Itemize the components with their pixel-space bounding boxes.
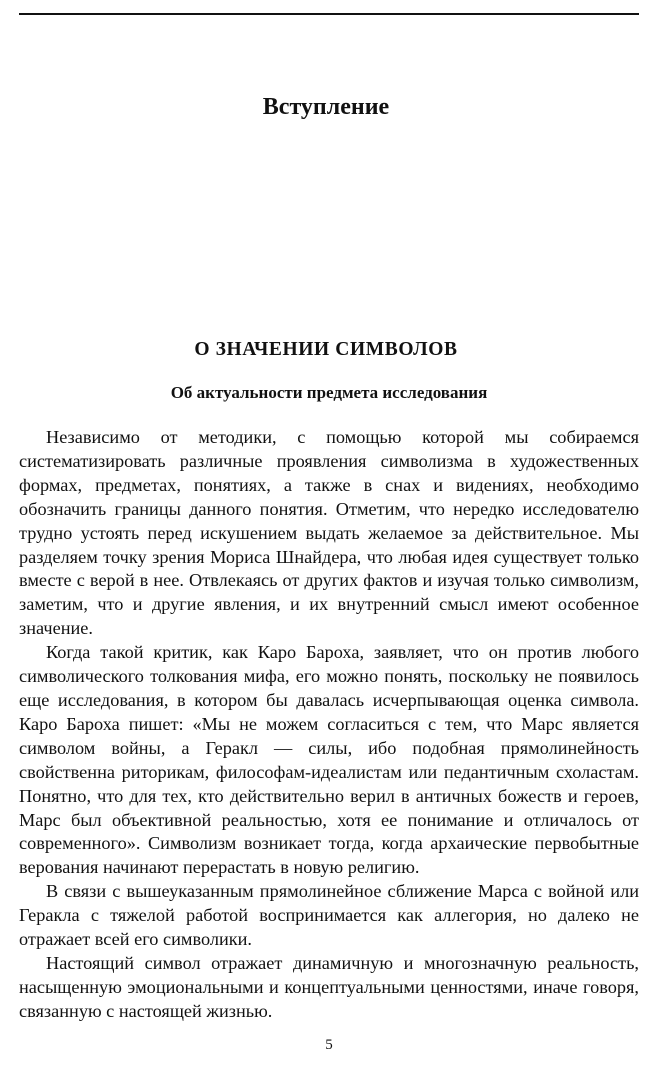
- section-title: О ЗНАЧЕНИИ СИМВОЛОВ: [194, 339, 458, 360]
- top-rule: [19, 13, 639, 15]
- paragraph-1: Независимо от методики, с помощью которой мы собираемся систематизировать различные проявления символизма в художественных формах, предметах, понятиях, а также в снах и видениях, необходимо обозначить границы данного понятия. Отметим, что нередко исследователю трудно устоять перед искушением выдать желаемое за действительное. Мы разделяем точку зрения Мориса Шнайдера, что любая идея существует только вместе с верой в нее. Отвлекаясь от других фактов и изучая только символизм, заметим, что и другие явления, и их внутренний смысл имеют особенное значение.: [19, 427, 639, 639]
- body-text: [19, 426, 639, 1024]
- chapter-title: Вступление: [262, 94, 390, 120]
- paragraph-2: Когда такой критик, как Каро Бароха, заявляет, что он против любого символического толкования мифа, его можно понять, поскольку не появилось еще исследования, в котором бы давалась исчерпывающая оценка символа. Каро Бароха пишет: «Мы не можем согласиться с тем, что Марс является символом войны, а Геракл — силы, ибо подобная прямолинейность свойственна риторикам, философам-идеалистам или педантичным схоластам. Понятно, что для тех, кто действительно верил в античных божеств и героев, Марс был объективной реальностью, хотя ее понимание и отличалось от современного». Символизм возникает тогда, когда архаические первобытные верования начинают перерастать в новую религию.: [19, 642, 639, 878]
- paragraph-4: Настоящий символ отражает динамичную и многозначную реальность, насыщенную эмоциональными и концептуальными ценностями, иначе говоря, связанную с настоящей жизнью.: [19, 952, 639, 1021]
- page-number: 5: [325, 1037, 333, 1053]
- paragraph-3: В связи с вышеуказанным прямолинейное сближение Марса с войной или Геракла с тяжелой работой воспринимается как аллегория, но далеко не отражает всей его символики.: [19, 881, 639, 950]
- subsection-title: Об актуальности предмета исследования: [170, 383, 488, 402]
